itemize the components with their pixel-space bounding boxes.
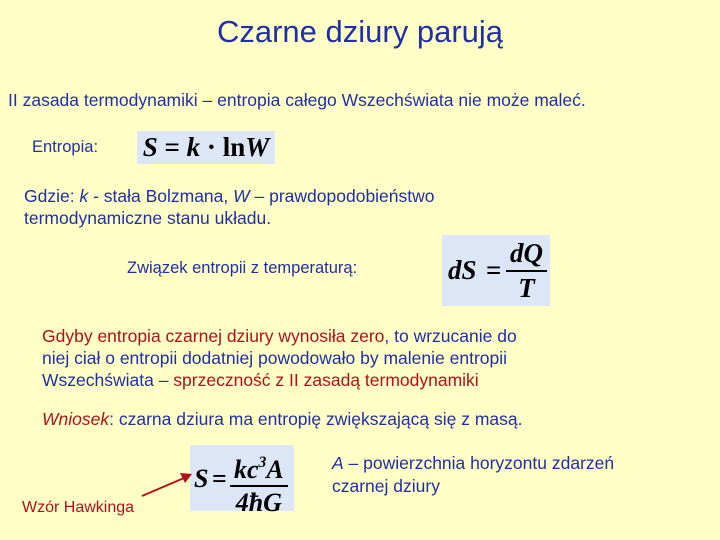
where-prefix: Gdzie: [24,186,80,206]
where-w: W [233,186,250,206]
formula-ln: ln [222,132,246,162]
argument-red-text: Gdyby entropia czarnej dziury wynosiła zero [42,326,385,346]
second-law-text: II zasada termodynamiki – entropia całego Wszechświata nie może maleć. [8,90,586,110]
where-k: k [79,186,89,206]
hawking-fraction [230,447,288,518]
area-note-text: – powierzchnia horyzontu zdarzeń [343,453,615,473]
hawking-numerator [230,447,288,487]
hawking-a: A [266,454,284,484]
formula-symbol-k: k [186,132,201,162]
relation-label: Związek entropii z temperaturą: [127,259,358,277]
relation-numerator: dQ [506,237,547,272]
hawking-s: S [194,464,209,493]
conclusion-text [42,408,522,430]
hawking-exponent: 3 [258,454,267,471]
pointer-arrow-icon [140,470,195,500]
hawking-kc: kc [234,454,259,484]
where-suffix: – prawdopodobieństwo [249,186,435,206]
conclusion-label: Wniosek [42,409,110,429]
argument-contradiction: sprzeczność z II zasadą termodynamiki [173,370,479,390]
entropy-label: Entropia: [32,138,99,156]
formula-dot: · [206,132,216,162]
relation-equals: = [486,255,502,285]
argument-line-3-blue: Wszechświata – [42,370,174,390]
formula-equals: = [164,132,180,162]
argument-line-3 [42,369,479,391]
entropy-formula [137,131,275,164]
page-title: Czarne dziury parują [216,14,504,49]
argument-blue-text: , to wrzucanie do [384,326,517,346]
hawking-label: Wzór Hawkinga [22,499,135,516]
area-note-line-2: czarnej dziury [332,476,440,496]
where-mid: - stała Bolzmana, [88,186,234,206]
relation-fraction [506,237,547,305]
relation-denominator: T [518,273,535,303]
argument-line-1 [42,325,517,347]
hawking-formula [190,445,294,517]
area-note-symbol: A [332,453,344,473]
argument-line-2: niej ciał o entropii dodatniej powodowało by malenie entropii [42,348,508,368]
where-line-2: termodynamiczne stanu układu. [24,208,272,228]
hawking-equals: = [212,464,227,493]
formula-symbol-w: W [245,132,270,162]
relation-lhs: dS [448,255,477,285]
conclusion-rest: : czarna dziura ma entropię zwiększającą się z masą. [109,409,523,429]
formula-symbol-s: S [142,132,158,162]
area-note-line-1 [332,452,614,474]
relation-formula [442,235,550,306]
hawking-denominator: 4ħG [235,487,282,517]
where-line-1 [24,185,435,207]
